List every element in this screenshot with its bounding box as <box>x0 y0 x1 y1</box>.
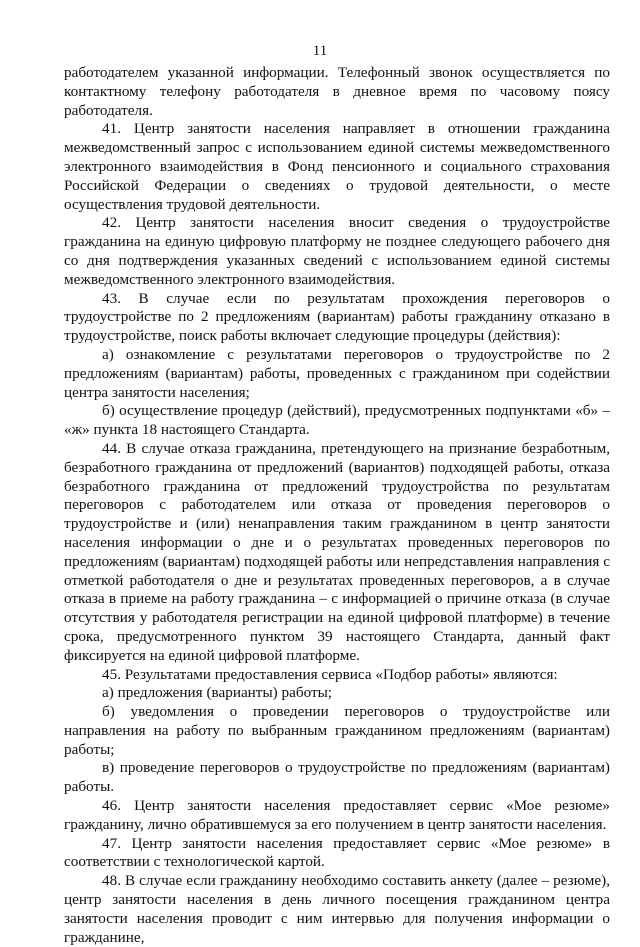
paragraph-43-a: а) ознакомление с результатами переговоров о трудоустройстве по 2 предложениям (вариантам) работы, проведенных с гражданином при содействии центра занятости населения; <box>64 345 610 401</box>
paragraph-44: 44. В случае отказа гражданина, претендующего на признание безработным, безработного гражданина от предложений (вариантов) подходящей работы, отказа безработного гражданина от предложений трудоустройства по результатам переговоров с работодателем или отказа от проведения переговоров о трудоустройстве и (или) ненаправления таким гражданином в центр занятости населения информации о дне и о результатах проведенных переговоров по предложениям (вариантам) подходящей работы или непредставления направления с отметкой работодателя о дне и результатах проведенных переговоров, а в случае отказа в приеме на работу гражданина – с информацией о причине отказа (в случае отсутствия у работодателя регистрации на единой цифровой платформе) в течение срока, предусмотренного пунктом 39 настоящего Стандарта, данный факт фиксируется на единой цифровой платформе. <box>64 439 610 664</box>
document-body <box>64 64 610 947</box>
paragraph-48: 48. В случае если гражданину необходимо составить анкету (далее – резюме), центр занятости населения в день личного посещения гражданином центра занятости населения проводит с ним интервью для получения информации о гражданине, <box>64 872 610 946</box>
paragraph-43: 43. В случае если по результатам прохождения переговоров о трудоустройстве по 2 предложениям (вариантам) работы гражданину отказано в трудоустройстве, поиск работы включает следующие процедуры (действия): <box>64 289 610 345</box>
paragraph-47: 47. Центр занятости населения предоставляет сервис «Мое резюме» в соответствии с технологической картой. <box>64 834 610 871</box>
paragraph-45-a: а) предложения (варианты) работы; <box>102 684 333 702</box>
paragraph-42: 42. Центр занятости населения вносит сведения о трудоустройстве гражданина на единую цифровую платформу не позднее следующего рабочего дня со дня подтверждения указанных сведений с использованием единой системы межведомственного электронного взаимодействия. <box>64 214 610 288</box>
paragraph-46: 46. Центр занятости населения предоставляет сервис «Мое резюме» гражданину, лично обратившемуся за его получением в центр занятости населения. <box>64 797 610 833</box>
paragraph-45: 45. Результатами предоставления сервиса «Подбор работы» являются: <box>102 665 558 683</box>
paragraph-41: 41. Центр занятости населения направляет в отношении гражданина межведомственный запрос с использованием единой системы межведомственного электронного взаимодействия в Фонд пенсионного и социального страхования Российской Федерации о сведениях о трудовой деятельности, о месте осуществления трудовой деятельности. <box>64 120 610 213</box>
page-number: 11 <box>312 43 328 59</box>
paragraph-43-b: б) осуществление процедур (действий), предусмотренных подпунктами «б» – «ж» пункта 18 настоящего Стандарта. <box>64 402 610 439</box>
paragraph-45-c: в) проведение переговоров о трудоустройстве по предложениям (вариантам) работы. <box>64 759 610 796</box>
paragraph-45-b: б) уведомления о проведении переговоров о трудоустройстве или направления на работу по выбранным гражданином предложениям (вариантам) работы; <box>64 703 610 758</box>
paragraph-continuation: работодателем указанной информации. Телефонный звонок осуществляется по контактному телефону работодателя в дневное время по часовому поясу работодателя. <box>64 64 610 119</box>
